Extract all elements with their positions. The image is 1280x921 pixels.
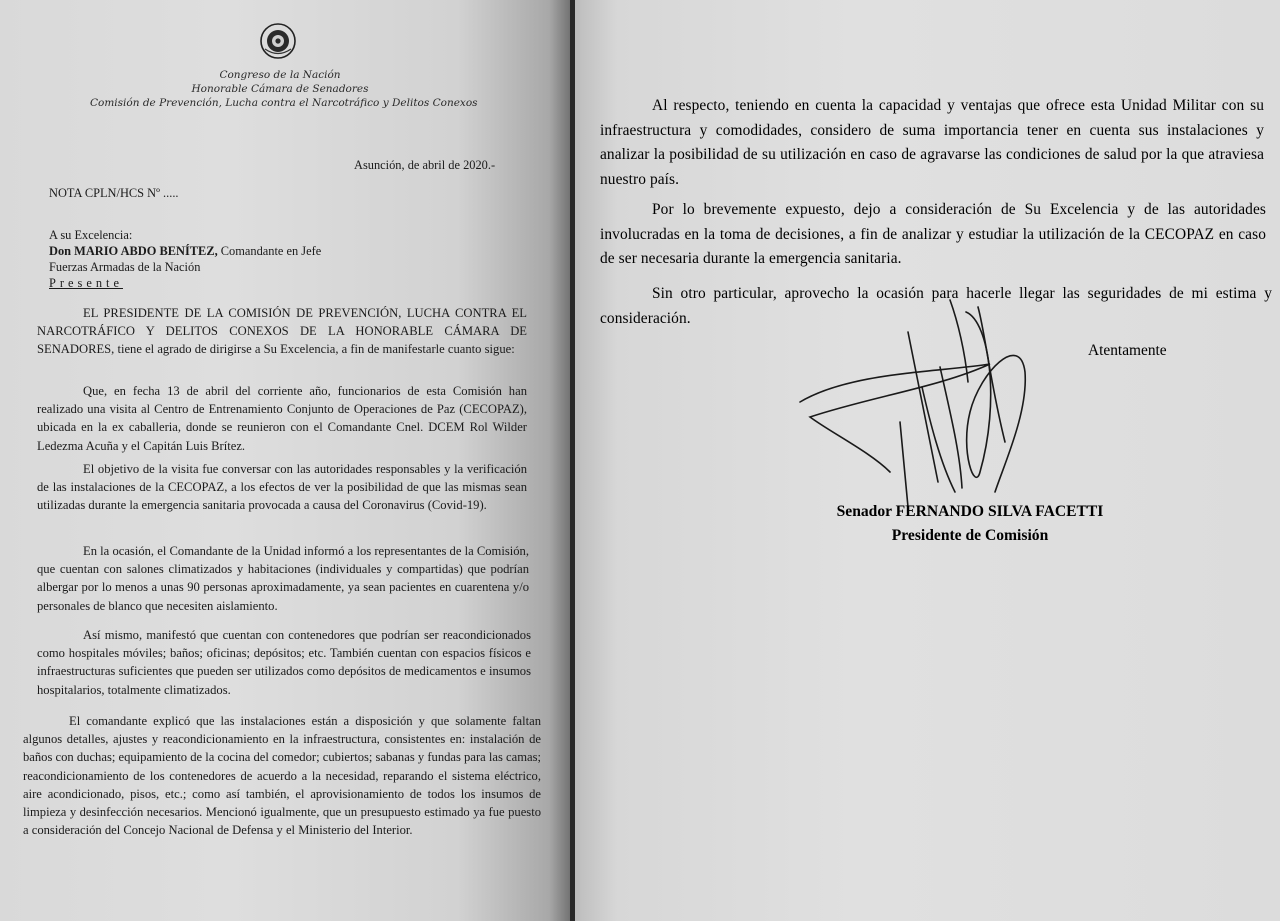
paragraph-consideration: Por lo brevemente expuesto, dejo a consideración de Su Excelencia y de las autoridades involucradas en la toma de decisiones, a fin de analizar y estudiar la utilización de la CECOPAZ en caso de ser necesaria durante la emergencia sanitaria. [600, 201, 1266, 268]
paragraph-commander: El comandante explicó que las instalaciones están a disposición y que solamente faltan algunos detalles, ajustes y reacondicionamiento en la infraestructura, consistentes en: instalación de baños con duchas; equipamiento de la cocina del comedor; cubiertos; sabanas y fundas para las camas; reacondicionamiento de los contenedores de acuerdo a la necesidad, reparando el sistema eléctrico, aire acondicionado, pisos, etc.; como así también, el aprovisionamiento de todos los insumos de limpieza y desinfección necesarios. Mencionó igualmente, que un presupuesto estimado ya fue puesto a consideración del Concejo Nacional de Defensa y el Ministerio del Interior. [23, 714, 541, 838]
letterhead-chamber: Honorable Cámara de Senadores [191, 83, 369, 95]
signature-block [805, 500, 1135, 548]
paragraph-visit: Que, en fecha 13 de abril del corriente año, funcionarios de esta Comisión han realizado una visita al Centro de Entrenamiento Conjunto de Operaciones de Paz (CECOPAZ), ubicada en la ex caballeria, donde se reunieron con el Comandante Cnel. DCEM Rol Wilder Ledezma Acuña y el Capitán Luis Brítez. [37, 384, 527, 453]
date-line: Asunción, de abril de 2020.- [354, 158, 496, 172]
presente-label: Presente [49, 276, 123, 290]
paragraph-assessment: Al respecto, teniendo en cuenta la capacidad y ventajas que ofrece esta Unidad Militar con su infraestructura y comodidades, considero de suma importancia tener en cuenta sus instalaciones y analizar la posibilidad de su utilización en caso de agravarse las condiciones de salud por la que atraviesa nuestro país. [600, 97, 1264, 188]
closing-salutation: Atentamente [1088, 342, 1167, 359]
addressee-line [49, 244, 321, 259]
paragraph-containers: Así mismo, manifestó que cuentan con contenedores que podrían ser reacondicionados como hospitales móviles; baños; oficinas; depósitos; etc. También cuentan con espacios físicos e infraestructuras suficientes que pueden ser utilizados como depósitos de medicamentos e insumos hospitalarios, totalmente climatizados. [37, 628, 531, 697]
letterhead [90, 68, 478, 110]
letterhead-congress: Congreso de la Nación [219, 69, 341, 81]
addressee-institution: Fuerzas Armadas de la Nación [49, 260, 201, 274]
letter-page-1 [0, 0, 572, 921]
coat-of-arms-seal [259, 22, 297, 60]
paragraph-intro: EL PRESIDENTE DE LA COMISIÓN DE PREVENCIÓN, LUCHA CONTRA EL NARCOTRÁFICO Y DELITOS CONEXOS DE LA HONORABLE CÁMARA DE SENADORES, tiene el agrado de dirigirse a Su Excelencia, a fin de manifestarle cuanto sigue: [37, 306, 527, 357]
handwritten-signature [790, 292, 1050, 522]
signatory-name: Senador FERNANDO SILVA FACETTI [836, 503, 1104, 520]
letterhead-commission: Comisión de Prevención, Lucha contra el Narcotráfico y Delitos Conexos [90, 97, 478, 109]
addressee-name: Don MARIO ABDO BENÍTEZ, [49, 244, 218, 258]
note-number: NOTA CPLN/HCS Nº ..... [49, 186, 179, 200]
signatory-title: Presidente de Comisión [891, 527, 1049, 544]
paragraph-closing: Sin otro particular, aprovecho la ocasión para hacerle llegar las seguridades de mi estima y consideración. [600, 285, 1272, 327]
paragraph-objective: El objetivo de la visita fue conversar con las autoridades responsables y la verificación de las instalaciones de la CECOPAZ, a los efectos de ver la posibilidad de que las mismas sean utilizadas durante la emergencia sanitaria provocada a causa del Coronavirus (Covid-19). [37, 462, 527, 513]
addressee-greeting: A su Excelencia: [49, 228, 133, 242]
paragraph-occasion: En la ocasión, el Comandante de la Unidad informó a los representantes de la Comisión, que cuentan con salones climatizados y habitaciones (individuales y compartidas) que podrían albergar por lo menos a unas 90 personas aproximadamente, ya sean pacientes en cuarentena y/o personales de blanco que necesiten aislamiento. [37, 544, 529, 613]
addressee-role: Comandante en Jefe [217, 244, 322, 258]
